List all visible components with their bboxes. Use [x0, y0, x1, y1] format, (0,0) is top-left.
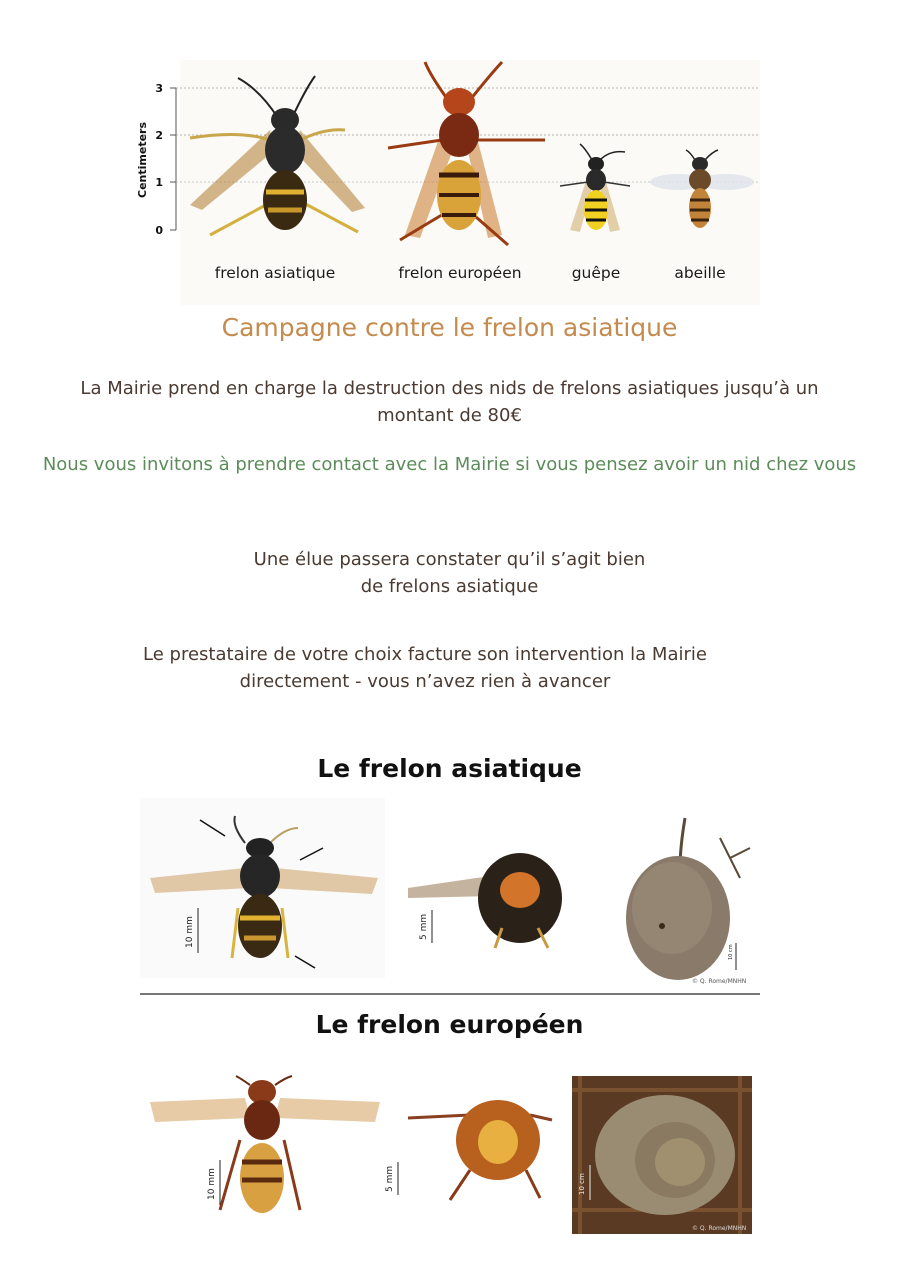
asian-hornet-illustration	[190, 76, 365, 235]
asian-scale-label-1: 10 mm	[185, 916, 195, 948]
paragraph-verification	[150, 546, 749, 600]
asian-scale-label-3: 10 cm	[728, 944, 734, 960]
section-divider	[140, 993, 760, 995]
tick-label-3: 3	[155, 82, 163, 95]
paragraph-billing	[100, 641, 750, 695]
asian-hornet-title: Le frelon asiatique	[317, 754, 582, 783]
tick-label-0: 0	[155, 224, 163, 237]
tick-label-2: 2	[155, 129, 163, 142]
species-label-asian-hornet: frelon asiatique	[214, 264, 336, 282]
species-label-wasp: guêpe	[571, 264, 621, 282]
asian-hornet-face-photo	[402, 838, 582, 978]
paragraph-contact: Nous vous invitons à prendre contact avec la Mairie si vous pensez avoir un nid chez vous	[42, 454, 857, 475]
tick-label-1: 1	[155, 176, 163, 189]
european-hornet-title: Le frelon européen	[315, 1010, 584, 1039]
paragraph-funding: La Mairie prend en charge la destruction des nids de frelons asiatiques jusqu’à un montant de 80€	[80, 378, 819, 426]
european-hornet-illustration	[388, 62, 545, 245]
asian-hornet-photo-row	[140, 798, 760, 990]
wasp-illustration	[560, 144, 630, 232]
european-hornet-nest-photo	[572, 1076, 752, 1234]
asian-hornet-nest-photo	[620, 808, 760, 988]
verification-line-2: de frelons asiatique	[360, 576, 539, 597]
european-photo-credit: © Q. Rome/MNHN	[692, 1225, 747, 1232]
bee-illustration	[650, 150, 754, 228]
european-scale-label-2: 5 mm	[385, 1165, 395, 1192]
billing-line-1: Le prestataire de votre choix facture son intervention la Mairie	[143, 644, 707, 665]
asian-hornet-top-view-photo	[140, 798, 385, 978]
billing-line-2: directement - vous n’avez rien à avancer	[239, 671, 611, 692]
european-hornet-photo-row	[140, 1070, 760, 1240]
species-label-european-hornet: frelon européen	[398, 264, 522, 282]
verification-line-1: Une élue passera constater qu’il s’agit bien	[253, 549, 646, 570]
asian-scale-label-2: 5 mm	[419, 913, 429, 940]
y-axis-label: Centimeters	[136, 121, 149, 199]
european-hornet-face-photo	[385, 1095, 562, 1235]
european-scale-label-3: 10 cm	[578, 1173, 586, 1195]
european-scale-label-1: 10 mm	[207, 1168, 217, 1200]
species-label-bee: abeille	[674, 264, 726, 282]
campaign-title: Campagne contre le frelon asiatique	[221, 313, 678, 342]
asian-photo-credit: © Q. Rome/MNHN	[692, 978, 747, 985]
european-hornet-top-view-photo	[140, 1070, 385, 1235]
